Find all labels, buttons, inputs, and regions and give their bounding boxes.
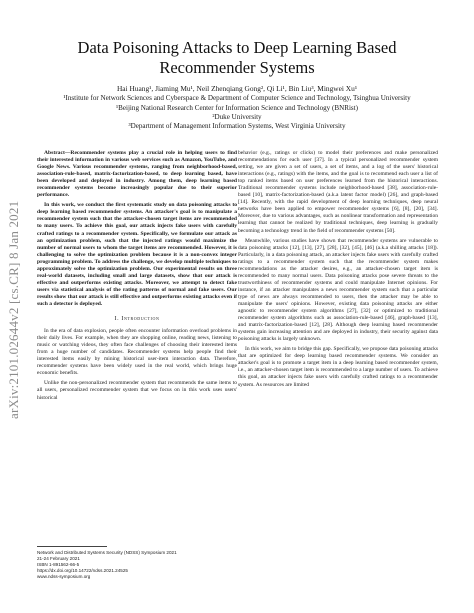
footnote-rule: [37, 546, 107, 547]
affiliation-3: ²Duke University: [212, 112, 262, 121]
affiliation-4: ³Department of Management Information Systems, West Virginia University: [128, 122, 346, 131]
intro-paragraph-2: Unlike the non-personalized recommender system that recommends the same items to all users, personalized recommender system that we focus on in this work uses users' historical: [37, 380, 237, 401]
footnote-line-5[interactable]: www.ndss-symposium.org: [37, 574, 91, 579]
affiliation-1: ¹Institute for Network Sciences and Cyberspace & Department of Computer Science and Technology, Tsinghua University: [63, 94, 411, 103]
author-block: [40, 84, 434, 131]
right-paragraph-2: Meanwhile, various studies have shown that recommender systems are vulnerable to data poisoning attacks [12], [13], [27], [28], [32], [45], [46] (a.k.a shilling attacks [18]). Particularly, in a data poisoning attack, an attacker injects fake users with carefully crafted ratings to a recommender system such that the recommender system makes recommendations as the attacker desires, e.g., an attacker-chosen target item is recommended to many normal users. Data poisoning attacks pose severe threats to the trustworthiness of recommender systems and could manipulate Internet opinions. For instance, if an attacker manipulates a news recommender system such that a particular type of news are always recommended to users, then the attacker may be able to manipulate the users' opinions. However, existing data poisoning attacks are either agnostic to recommender system algorithms [27], [32] or optimized to traditional recommender system algorithms such as association-rule-based [46], graph-based [13], and matrix-factorization-based [12], [28]. Although deep learning based recommender systems gain increasing attention and are deployed in industry, their security against data poisoning attacks is largely unknown.: [238, 237, 438, 343]
left-column: [37, 150, 237, 405]
arxiv-stamp: arXiv:2101.02644v2 [cs.CR] 8 Jan 2021: [6, 200, 21, 420]
abstract-paragraph-1: Abstract—Recommender systems play a crucial role in helping users to find their interested information in various web services such as Amazon, YouTube, and Google News. Various recommender systems, ranging from neighborhood-based, association-rule-based, matrix-factorization-based, to deep learning based, have been developed and deployed in industry. Among them, deep learning based recommender systems become increasingly popular due to their superior performance.: [37, 150, 237, 199]
affiliation-2: ¹Beijing National Research Center for Information Science and Technology (BNRist): [115, 103, 359, 112]
footnote-line-4[interactable]: https://dx.doi.org/10.14722/ndss.2021.24525: [37, 568, 128, 573]
abstract: [37, 150, 237, 308]
right-paragraph-1: behavior (e.g., ratings or clicks) to model their preferences and make personalized recommendations for each user [37]. In a typical personalized recommender system setting, we are given a set of users, a set of items, and a log of the users' historical interactions (e.g., ratings) with the items, and the goal is to recommend each user a list of top ranked items based on user preferences learned from the historical interactions. Traditional recommender systems include neighborhood-based [38], association-rule-based [10], matrix-factorization-based (a.k.a latent factor model) [26], and graph-based [14]. Recently, with the rapid development of deep learning techniques, deep neural networks have been applied to empower recommender systems [6], [8], [20], [34]. Moreover, due to various advantages, such as nonlinear transformation and representation learning that cannot be realized by traditional techniques, deep learning is gradually becoming a technology trend in the field of recommender systems [50].: [238, 150, 438, 234]
footnote-line-3: ISBN 1-891562-66-5: [37, 562, 80, 567]
section-heading-introduction: I. Introduction: [114, 316, 160, 323]
abstract-paragraph-2: In this work, we conduct the first systematic study on data poisoning attacks to deep learning based recommender systems. An attacker's goal is to manipulate a recommender system such that the attacker-chosen target items are recommended to many users. To achieve this goal, our attack injects fake users with carefully crafted ratings to a recommender system. Specifically, we formulate our attack as an optimization problem, such that the injected ratings would maximize the number of normal users to whom the target items are recommended. However, it is challenging to solve the optimization problem because it is a non-convex integer programming problem. To address the challenge, we develop multiple techniques to approximately solve the optimization problem. Our experimental results on three real-world datasets, including small and large datasets, show that our attack is effective and outperforms existing attacks. Moreover, we attempt to detect fake users via statistical analysis of the rating patterns of normal and fake users. Our results show that our attack is still effective and outperforms existing attacks even if such a detector is deployed.: [37, 202, 237, 307]
right-paragraph-3: In this work, we aim to bridge this gap. Specifically, we propose data poisoning attacks that are optimized for deep learning based recommender systems. We consider an attacker's goal is to promote a target item in a deep learning based recommender system, i.e., an attacker-chosen target item is recommended to a large number of users. To achieve this goal, an attacker injects fake users with carefully crafted ratings to a recommender system. As resources are limited: [238, 346, 438, 388]
author-names: Hai Huang¹, Jiaming Mu¹, Neil Zhenqiang Gong², Qi Li¹, Bin Liu³, Mingwei Xu¹: [116, 84, 358, 93]
paper-title: Data Poisoning Attacks to Deep Learning Based Recommender Systems: [77, 38, 397, 77]
publication-footnote: [37, 550, 237, 580]
footnote-line-2: 21-24 February 2021: [37, 556, 80, 561]
intro-paragraph-1: In the era of data explosion, people often encounter information overload problems in their daily lives. For example, when they are shopping online, reading news, listening to music or watching videos, they often face challenges of choosing their interested items from a huge number of candidates. Recommender systems help people find their interested items easily by mining historical user-item interaction data. Therefore, recommender systems have been widely used in the real world, which brings huge economic benefits.: [37, 328, 237, 377]
footnote-line-1: Network and Distributed Systems Security (NDSS) Symposium 2021: [37, 550, 177, 555]
right-column: [238, 150, 438, 392]
